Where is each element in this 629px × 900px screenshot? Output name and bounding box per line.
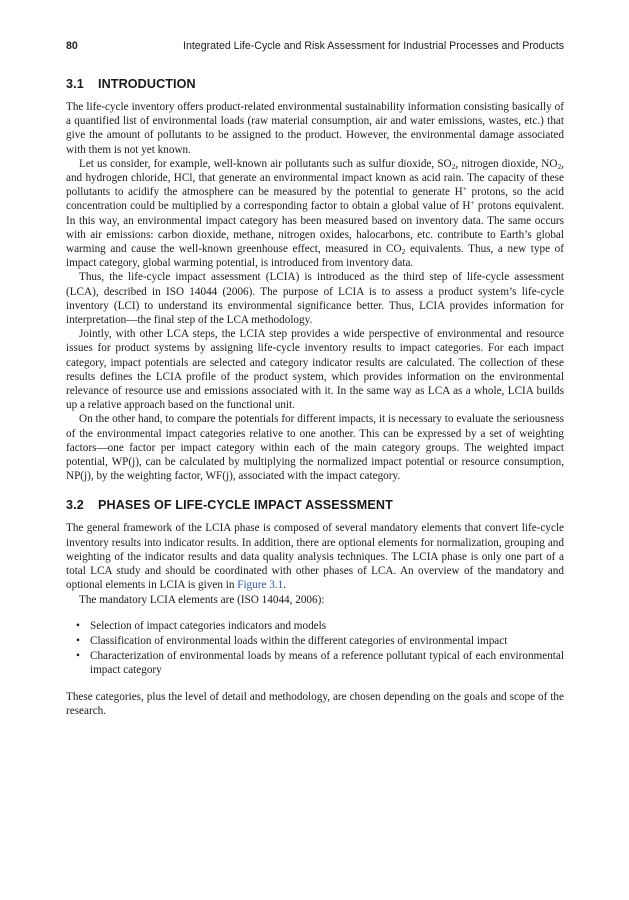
bullet-icon: • [76,619,80,632]
book-page [66,40,564,718]
page-number: 80 [66,40,78,52]
intro-paragraph-1: The life-cycle inventory offers product-related environmental sustainability information consisting basically of a quantified list of environmental loads (raw material consumption, air and water emissions, wastes, etc.) that give the amount of pollutants to be assigned to the product. However, the environmental damage associated with them is not yet known. [66,101,564,156]
bullet-icon: • [76,634,80,647]
section-number: 3.1 [66,77,84,91]
section-title: PHASES OF LIFE-CYCLE IMPACT ASSESSMENT [98,498,393,513]
list-item: • Classification of environmental loads within the different categories of environmental impact [76,634,508,647]
book-title: Integrated Life-Cycle and Risk Assessment for Industrial Processes and Products [183,40,564,52]
intro-paragraph-4: Jointly, with other LCA steps, the LCIA step provides a wide perspective of environmental and resource issues for product systems by assigning life-cycle inventory results to impact categories. For each impact category, impact potentials are selected and category indicator results are calculated. The collection of these results defines the LCIA profile of the product system, which provides information on the environmental relevance of resource use and emissions associated with it. In the same way as LCA as a whole, LCIA builds up a relative approach based on the functional unit. [66,328,564,412]
phases-paragraph-2: The mandatory LCIA elements are (ISO 14044, 2006): [79,593,325,606]
list-item: • Selection of impact categories indicators and models [76,619,327,632]
section-heading-phases [66,498,564,512]
intro-paragraph-2: Let us consider, for example, well-known air pollutants such as sulfur dioxide, $SO_2$, nitrogen dioxide, $NO_2$, and hydrogen chloride, HCl, that generate an environmental impact known as acid rain. The capacity of these pollutants to acidify the atmosphere can be measured by the potential to generate H+ protons, so the acid concentration could be multiplied by a corresponding factor to obtain a global value of H+ protons equivalent. In this way, an environmental impact category has been measured based on inventory data. The same occurs with air emissions: carbon dioxide, methane, nitrogen oxides, halocarbons, etc. contribute to Earth’s global warming and cause the well-known greenhouse effect, measured in $CO_2$ equivalents. Thus, a new type of impact category, global warming potential, is introduced from inventory data. [66,157,564,270]
intro-paragraph-3: Thus, the life-cycle impact assessment (LCIA) is introduced as the third step of life-cycle assessment (LCA), described in ISO 14044 (2006). The purpose of LCIA is to assess a product system’s life-cycle inventory (LCI) to understand its environmental significance better. Thus, LCIA provides information for interpretation—the final step of the LCA methodology. [66,271,564,327]
section-number: 3.2 [66,498,84,513]
intro-paragraph-5: On the other hand, to compare the potentials for different impacts, it is necessary to evaluate the seriousness of the environmental impact categories relative to one another. This can be expressed by a set of weighting factors—one factor per impact category within each of the main category groups. The weighted impact potential, WP(j), can be calculated by multiplying the normalized impact potential or resource consumption, NP(j), by the weighting factor, WF(j), associated with the impact category. [66,413,564,483]
section-heading-introduction [66,77,564,91]
phases-paragraph-1: The general framework of the LCIA phase is composed of several mandatory elements that convert life-cycle inventory results into indicator results. In addition, there are optional elements for normalization, grouping and weighting of the indicator results and data quality analysis techniques. The LCIA phase is only one part of a total LCA study and should be coordinated with other phases of LCA. An overview of the mandatory and optional elements in LCIA is given in Figure 3.1. [66,522,564,592]
figure-3-1-link[interactable]: Figure 3.1 [237,579,284,592]
phases-paragraph-3: These categories, plus the level of detail and methodology, are chosen depending on the goals and scope of the research. [66,690,564,717]
bullet-icon: • [76,650,80,663]
mandatory-elements-list [66,619,564,678]
running-header [66,40,564,56]
list-item: • Characterization of environmental loads by means of a reference pollutant typical of each environmental impact category [76,650,564,677]
section-title: INTRODUCTION [98,77,196,91]
